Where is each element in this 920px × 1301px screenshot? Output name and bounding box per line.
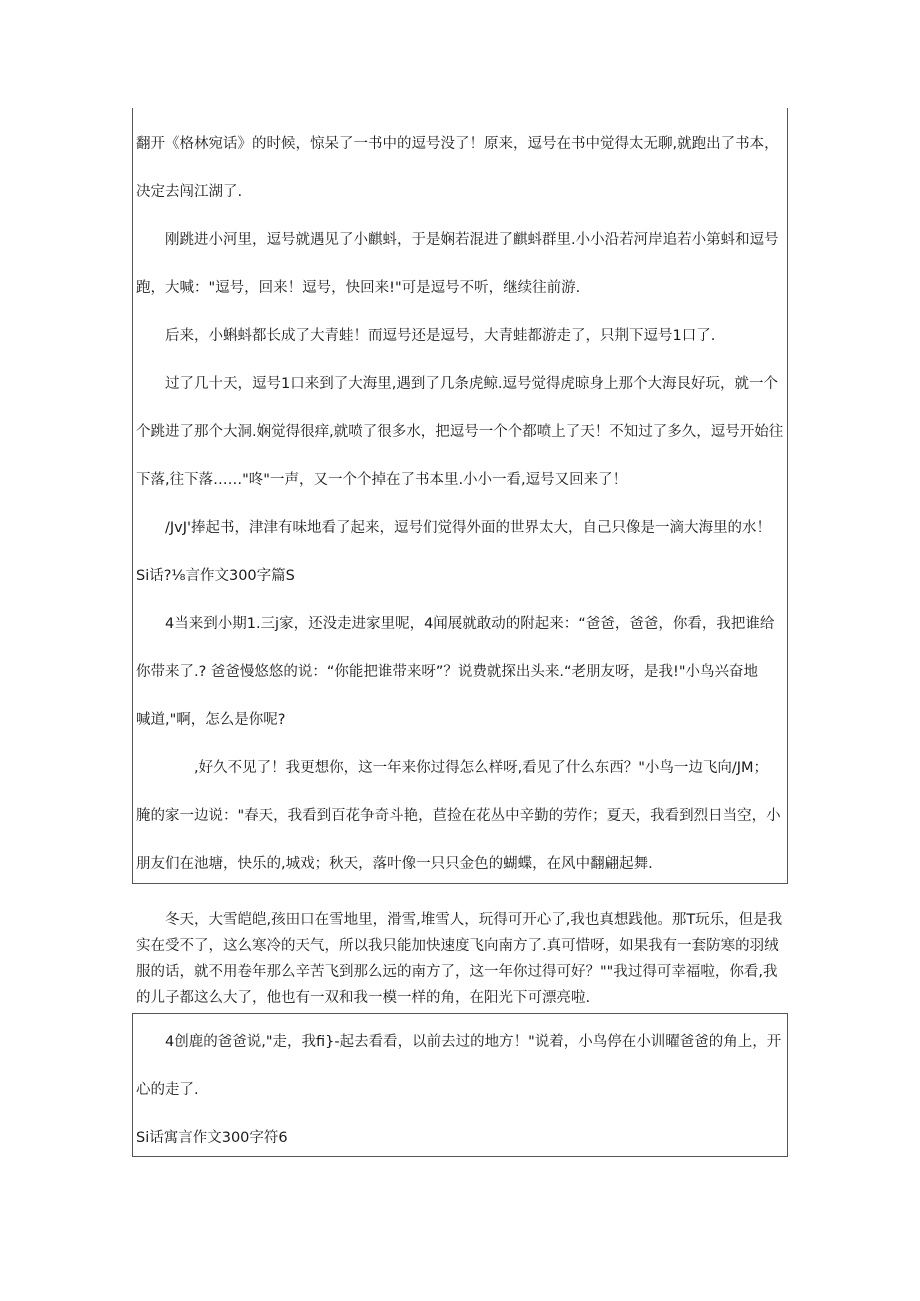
text-line: 冬天，大雪皑皑,孩田口在雪地里，滑雪,堆雪人，玩得可开心了,我也真想践他。那T玩乐，但是我 [136, 912, 783, 928]
text-line: 4创鹿的爸爸说,"走，我fi}-起去看看，以前去过的地方！"说着，小鸟停在小训曜爸爸的角上，开 [136, 1034, 782, 1050]
text-line: ,好久不见了！我更想你，这一年来你过得怎么样呀,看见了什么东西？"小鸟一边飞向/JM； [136, 760, 769, 776]
text-line: 刚跳进小河里，逗号就遇见了小麒蚪，于是娴若混进了麒蚪群里.小小沿若河岸追若小第蚪和逗号 [136, 232, 779, 248]
text-line: 喊道,"啊，怎么是你呢? [136, 712, 286, 728]
text-line: 过了几十天，逗号1口来到了大海里,遇到了几条虎鲸.逗号觉得虎晾身上那个大海艮好玩，就一个 [136, 376, 778, 392]
text-line: 4当来到小期1.三j家，还没走进家里呢，4闻展就敢动的附起来：“爸爸，爸爸，你看，我把谁给 [136, 616, 775, 632]
text-line: 朋友们在池塘，快乐的,城戏；秋天，落叶像一只只金色的蝴蝶，在风中翻翩起舞. [136, 856, 653, 872]
text-line: 下落,往下落……"咚"一声，又一个个掉在了书本里.小小一看,逗号又回来了！ [136, 472, 628, 488]
section-heading: Si话寓言作文300字符6 [136, 1130, 288, 1146]
text-line: 服的话，就不用卷年那么辛苦飞到那么远的南方了，这一年你过得可好？""我过得可幸福啦，你看,我 [136, 964, 778, 980]
text-line: 翻开《格林宛话》的时候，惊呆了一书中的逗号没了！原来，逗号在书中觉得太无聊,就跑出了书本， [136, 136, 779, 152]
text-line: 腌的家一边说："春天，我看到百花争奇斗艳，苣捡在花丛中辛勤的劳作；夏天，我看到烈日当空，小 [136, 808, 781, 824]
text-line: 决定去闯江湖了. [136, 184, 243, 200]
text-line: 的儿子都这么大了，他也有一双和我一模一样的角，在阳光下可漂亮啦. [136, 990, 591, 1006]
text-line: 实在受不了，这么寒冷的天气，所以我只能加快速度飞向南方了.真可惜呀，如果我有一套防寒的羽绒 [136, 938, 779, 954]
text-line: 心的走了. [136, 1082, 199, 1098]
text-line: /JvJ'捧起书，津津有味地看了起来，逗号们觉得外面的世界太大，自己只像是一滴大海里的水！ [136, 520, 772, 536]
text-line: 个跳进了那个大洞.娴觉得很痒,就喷了很多水，把逗号一个个都喷上了天！不知过了多久，逗号开始往 [136, 424, 784, 440]
text-line: 跑，大喊："逗号，回来！逗号，快回来!"可是逗号不听，继续往前游. [136, 280, 581, 296]
text-line: 后来，小蝌蚪都长成了大青蛙！而逗号还是逗号，大青蛙都游走了，只荆下逗号1口了. [136, 328, 716, 344]
text-line: 你带来了.? 爸爸慢悠悠的说：“你能把谁带来呀”？说费就探出头来.“老朋友呀，是我!"小鸟兴奋地 [136, 664, 759, 680]
section-heading: Si话?⅛言作文300字篇S [136, 568, 295, 584]
